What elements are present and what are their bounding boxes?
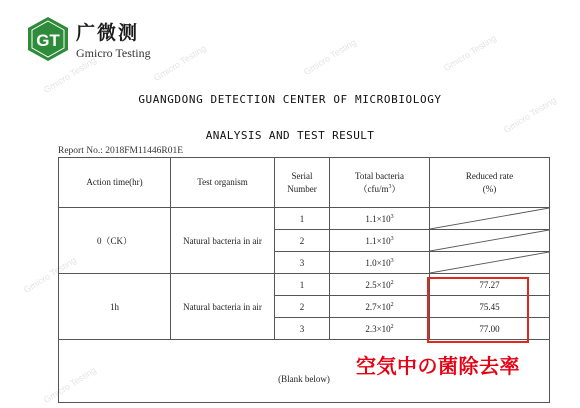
rate-cell: 77.27	[430, 274, 550, 296]
center-name: GUANGDONG DETECTION CENTER OF MICROBIOLOGY	[138, 93, 442, 106]
report-number: Report No.: 2018FM11446R01E	[58, 146, 183, 156]
serial-cell: 1	[275, 274, 330, 296]
serial-cell: 1	[275, 208, 330, 230]
logo-letters: GT	[36, 31, 60, 50]
bacteria-cell: $1.1\times 10^3$	[330, 208, 430, 230]
bacteria-cell: $2.7\times 10^2$	[330, 296, 430, 318]
rate-cell: 77.00	[430, 318, 550, 340]
report-title: ANALYSIS AND TEST RESULT	[205, 129, 375, 142]
header-total-bacteria: Total bacteria $(cfu/m^3)$	[330, 158, 430, 208]
header-reduced-rate: Reduced rate (%)	[430, 158, 550, 208]
rate-cell: 75.45	[430, 296, 550, 318]
watermark: Gmicro Testing	[41, 54, 98, 96]
watermark: Gmicro Testing	[301, 36, 358, 78]
rate-cell-empty	[430, 208, 550, 230]
serial-cell: 2	[275, 296, 330, 318]
gmicro-logo-icon	[26, 16, 70, 62]
header-serial-number: Serial Number	[275, 158, 330, 208]
highlight-box	[427, 277, 529, 343]
blank-note: (Blank below)	[278, 373, 330, 384]
header-action-time: Action time(hr)	[59, 158, 171, 208]
organism-cell: Natural bacteria in air	[171, 208, 275, 274]
header-test-organism: Test organism	[171, 158, 275, 208]
action-time-cell: 1h	[59, 274, 171, 340]
bacteria-cell: $1.1\times 10^3$	[330, 230, 430, 252]
watermark: Gmicro Testing	[21, 254, 78, 296]
table-header-row	[59, 158, 550, 208]
bacteria-cell: $2.5\times 10^2$	[330, 274, 430, 296]
serial-cell: 3	[275, 318, 330, 340]
brand-name-en: Gmicro Testing	[76, 46, 151, 60]
organism-cell: Natural bacteria in air	[171, 274, 275, 340]
bacteria-cell: $2.3\times 10^2$	[330, 318, 430, 340]
brand-name-cn: 广微测	[76, 22, 140, 44]
annotation-caption: 空気中の菌除去率	[356, 354, 520, 378]
watermark: Gmicro Testing	[151, 42, 208, 84]
serial-cell: 3	[275, 252, 330, 274]
watermark: Gmicro Testing	[501, 94, 558, 136]
rate-cell-empty	[430, 252, 550, 274]
watermark: Gmicro Testing	[441, 32, 498, 74]
action-time-cell: 0（CK）	[59, 208, 171, 274]
rate-cell-empty	[430, 230, 550, 252]
bacteria-cell: $1.0\times 10^3$	[330, 252, 430, 274]
table-row	[59, 208, 550, 230]
watermark: Gmicro Testing	[41, 364, 98, 406]
serial-cell: 2	[275, 230, 330, 252]
